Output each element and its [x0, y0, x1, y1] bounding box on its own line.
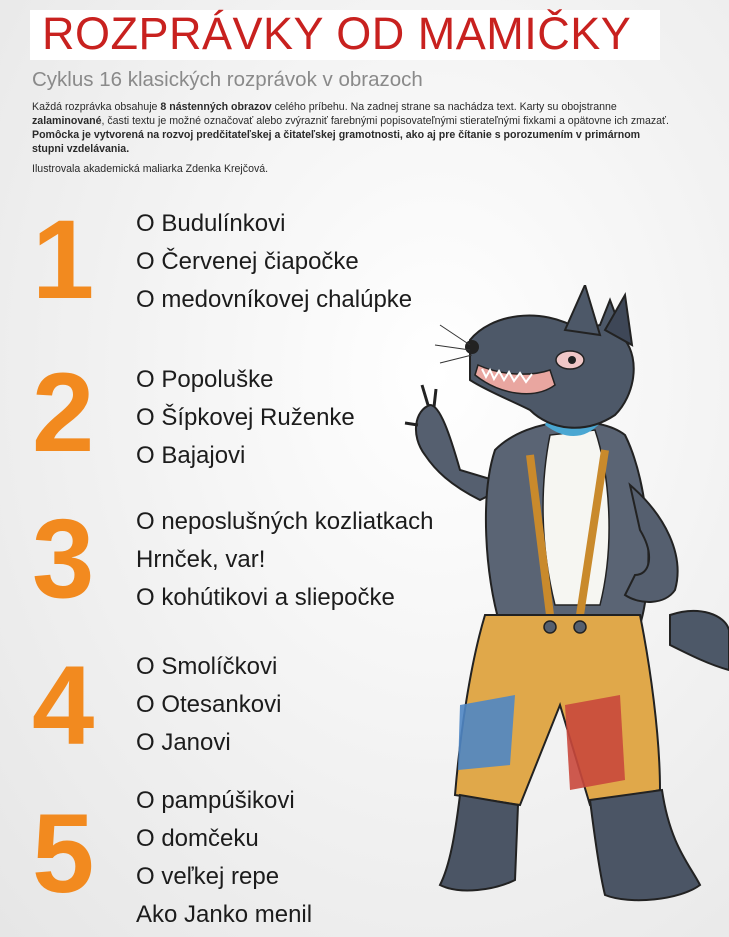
group-number-1: 1 — [32, 197, 95, 322]
story-title: O Popoluške — [136, 366, 274, 393]
group-titles-5 — [136, 782, 312, 934]
story-title: O Janovi — [136, 729, 231, 756]
group-titles-1 — [136, 205, 412, 319]
page-title: ROZPRÁVKY OD MAMIČKY — [42, 8, 632, 59]
story-title: O Červenej čiapočke — [136, 248, 359, 275]
story-title: O pampúšikovi — [136, 787, 295, 814]
intro-paragraph — [32, 100, 672, 156]
story-title: Ako Janko menil — [136, 901, 313, 928]
story-title: O medovníkovej chalúpke — [136, 286, 413, 313]
group-number-4: 4 — [32, 643, 95, 768]
story-title: O Otesankovi — [136, 691, 282, 718]
story-title: O Smolíčkovi — [136, 653, 278, 680]
story-title: O veľkej repe — [136, 863, 280, 890]
group-titles-3 — [136, 503, 434, 617]
illustrator-credit: Ilustrovala akademická maliarka Zdenka Krejčová. — [32, 163, 269, 175]
intro-text-part: , časti textu je možné označovať alebo zvýrazniť farebnými popisovateľnými stierateľnými fixkami a opätovne ich zmazať. — [101, 115, 669, 127]
story-title: O neposlušných kozliatkach — [136, 508, 434, 535]
story-title: O Šípkovej Ruženke — [136, 404, 355, 431]
story-title: O Budulínkovi — [136, 210, 286, 237]
group-number-5: 5 — [32, 791, 95, 916]
group-number-2: 2 — [32, 350, 95, 475]
story-title: Hrnček, var! — [136, 546, 266, 573]
group-number-3: 3 — [32, 496, 95, 621]
intro-bold-part: 8 nástenných obrazov — [160, 101, 272, 113]
group-titles-2 — [136, 361, 355, 475]
story-title: O kohútikovi a sliepočke — [136, 584, 395, 611]
intro-bold-part: zalaminované — [32, 115, 102, 127]
group-titles-4 — [136, 648, 281, 762]
page-subtitle: Cyklus 16 klasických rozprávok v obrazoch — [32, 68, 423, 91]
intro-text-part: Každá rozprávka obsahuje — [32, 101, 161, 113]
wolf-illustration — [400, 285, 729, 937]
intro-text-part: celého príbehu. Na zadnej strane sa nachádza text. Karty su obojstranne — [271, 101, 617, 113]
intro-bold-part: Pomôcka je vytvorená na rozvoj predčitateľskej a čitateľskej gramotnosti, ako aj pre čítanie s porozumením v primárnom stupni vzdelávania. — [32, 129, 641, 155]
intro-text — [32, 100, 672, 176]
story-title: O Bajajovi — [136, 442, 246, 469]
story-title: O domčeku — [136, 825, 259, 852]
